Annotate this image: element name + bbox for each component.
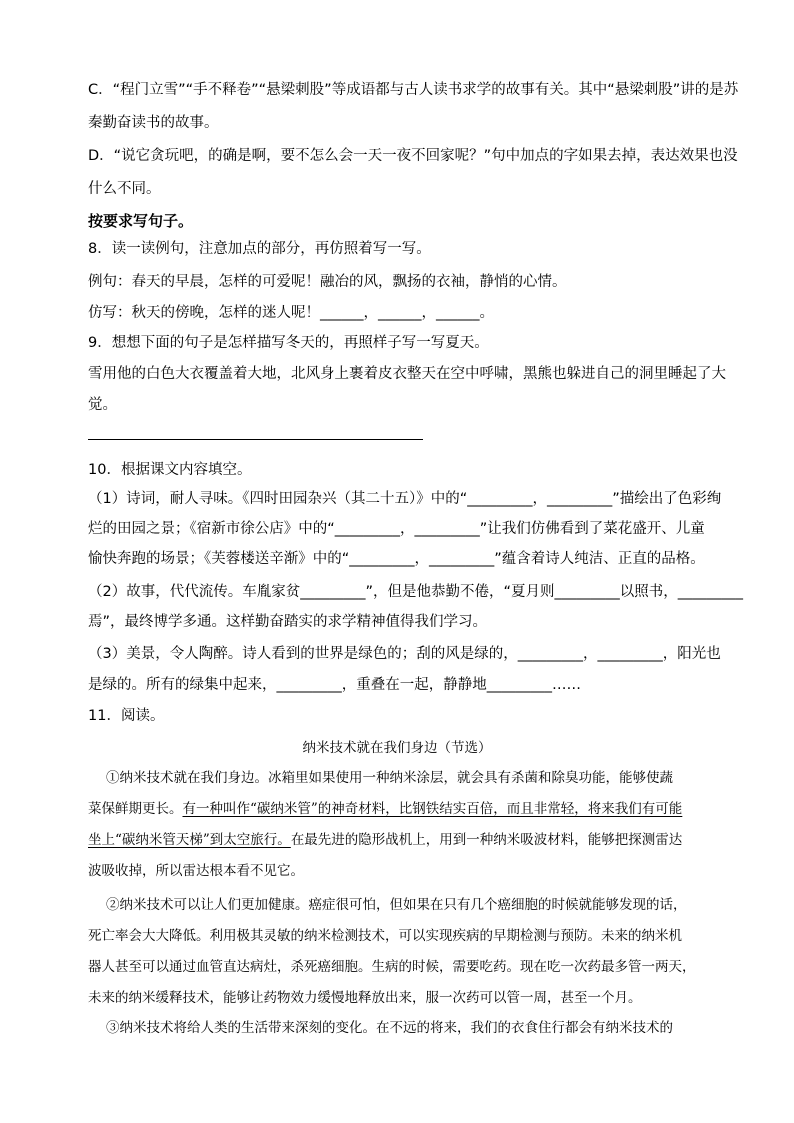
question-10-1-line-1: （1）诗词，耐人寻味。《四时田园杂兴（其二十五）》中的“_________，_________”描绘出了色彩绚 <box>88 491 722 507</box>
question-10-1-line-3: 愉快奔跑的场景；《芙蓉楼送辛渐》中的“_________，_________”蕴含着诗人纯洁、正直的品格。 <box>88 551 705 567</box>
question-9: 9．想想下面的句子是怎样描写冬天的，再照样子写一写夏天。 <box>88 335 489 351</box>
question-9-sentence-line-2: 觉。 <box>88 397 117 413</box>
question-10-2-line-2: 焉”，最终博学多通。这样勤奋踏实的求学精神值得我们学习。 <box>88 614 488 630</box>
question-11: 11．阅读。 <box>88 708 165 724</box>
passage-title: 纳米技术就在我们身边（节选） <box>302 740 492 756</box>
answer-line <box>88 439 423 440</box>
passage-p1-text: 在最先进的隐形战机上，用到一种纳米吸波材料，能够把探测雷达 <box>290 832 683 848</box>
passage-p2-line-1: ②纳米技术可以让人们更加健康。癌症很可怕，但如果在只有几个癌细胞的时候就能够发现的话， <box>106 897 687 913</box>
passage-p2-line-4: 未来的纳米缓释技术，能够让药物效力缓慢地释放出来，服一次药可以管一周，甚至一个月。 <box>88 990 642 1006</box>
question-10: 10．根据课文内容填空。 <box>88 462 252 478</box>
section-heading: 按要求写句子。 <box>88 212 194 230</box>
question-9-sentence-line-1: 雪用他的白色大衣覆盖着大地，北风身上裹着皮衣整天在空中呼啸，黑熊也躲进自己的洞里睡起了大 <box>88 366 726 382</box>
passage-p1-line-3 <box>88 830 682 850</box>
passage-p1-line-1: ①纳米技术就在我们身边。冰箱里如果使用一种纳米涂层，就会具有杀菌和除臭功能，能够使蔬 <box>106 770 673 786</box>
option-d-line-1: D．“说它贪玩吧，的确是啊，要不怎么会一天一夜不回家呢？”句中加点的字如果去掉，表达效果也没 <box>88 148 738 164</box>
passage-p3-line-1: ③纳米技术将给人类的生活带来深刻的变化。在不远的将来，我们的衣食住行都会有纳米技术的 <box>106 1020 673 1036</box>
question-8-example: 例句：春天的早晨，怎样的可爱呢！融冶的风，飘扬的衣袖，静悄的心情。 <box>88 274 567 290</box>
option-c-line-2: 秦勤奋读书的故事。 <box>88 115 219 131</box>
question-10-3-line-1: （3）美景，令人陶醉。诗人看到的世界是绿色的；刮的风是绿的，_________，_________，阳光也 <box>88 646 721 662</box>
passage-p2-line-3: 器人甚至可以通过血管直达病灶，杀死癌细胞。生病的时候，需要吃药。现在吃一次药最多管一两天， <box>88 959 696 975</box>
passage-p1-line-4: 波吸收掉，所以雷达根本看不见它。 <box>88 863 304 879</box>
passage-p2-line-2: 死亡率会大大降低。利用极其灵敏的纳米检测技术，可以实现疾病的早期检测与预防。未来的纳米机 <box>88 928 682 944</box>
option-c-line-1: C．“程门立雪”“手不释卷”“悬梁刺股”等成语都与古人读书求学的故事有关。其中“悬梁刺股”讲的是苏 <box>88 82 739 98</box>
passage-p1-line-2 <box>88 799 682 819</box>
option-d-line-2: 什么不同。 <box>88 181 161 197</box>
underlined-sentence: 有一种叫作“碳纳米管”的神奇材料，比钢铁结实百倍，而且非常轻，将来我们有可能 <box>182 801 683 817</box>
underlined-sentence-end: 坐上“碳纳米管天梯”到太空旅行。 <box>88 832 291 848</box>
question-10-3-line-2: 是绿的。所有的绿集中起来，_________，重叠在一起，静静地_________…… <box>88 677 581 693</box>
question-10-2-line-1: （2）故事，代代流传。车胤家贫_________”，但是他恭勤不倦，“夏月则_________以照书，_________ <box>88 584 743 600</box>
question-8-imitate: 仿写：秋天的傍晚，怎样的迷人呢！______，______，______。 <box>88 305 494 321</box>
question-8: 8．读一读例句，注意加点的部分，再仿照着写一写。 <box>88 241 431 257</box>
question-10-1-line-2: 烂的田园之景；《宿新市徐公店》中的“_________，_________”让我们仿佛看到了菜花盛开、儿童 <box>88 521 705 537</box>
passage-p1-text: 菜保鲜期更长。 <box>88 801 183 817</box>
